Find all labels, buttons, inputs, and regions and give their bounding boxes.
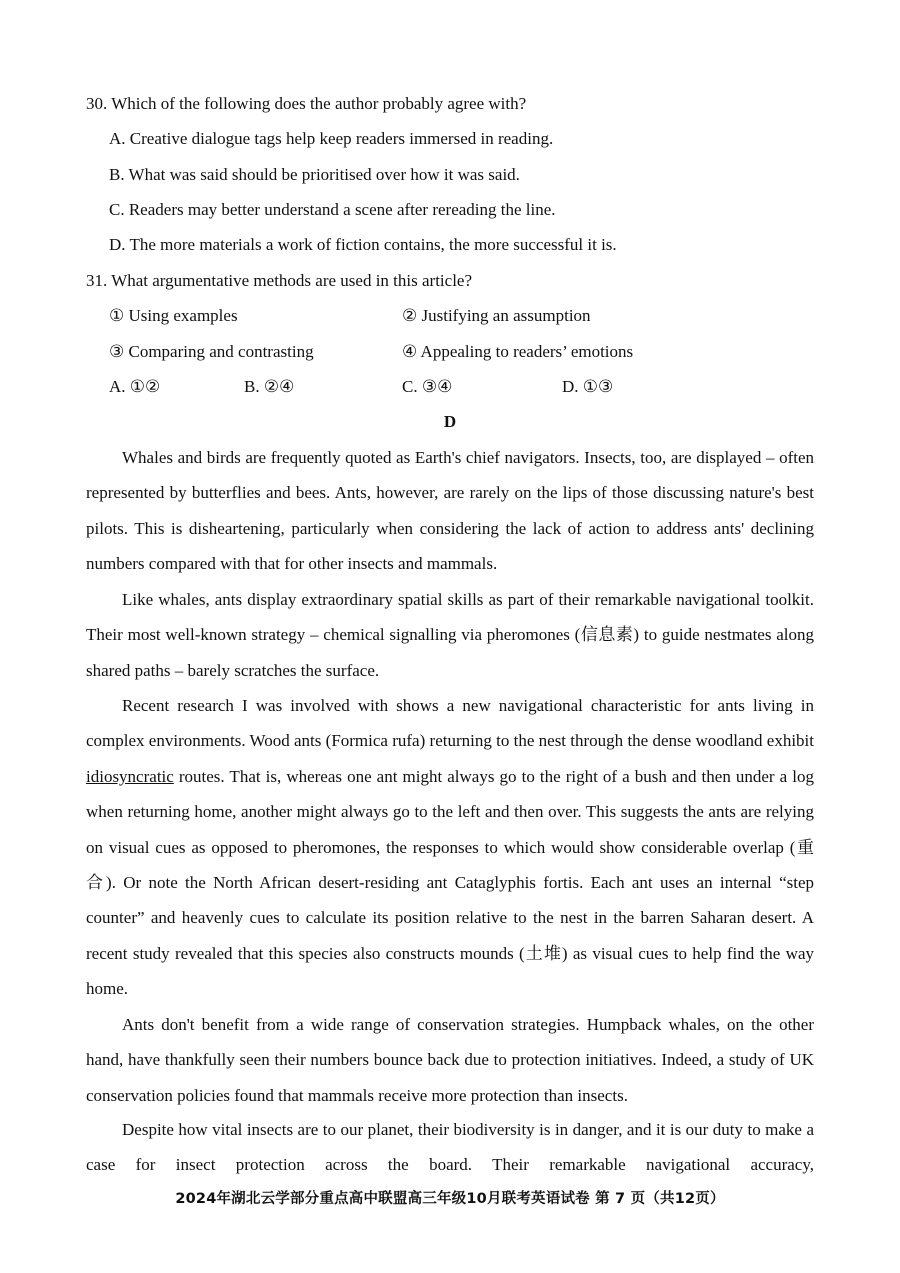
passage-paragraph-5: Despite how vital insects are to our planet, their biodiversity is in danger, and it is our duty to make a case for insect protection across the board. Their remarkable navigational accuracy, <box>86 1120 814 1175</box>
question-31-answer-a: A. ①② <box>109 377 161 396</box>
question-30-option-b: B. What was said should be prioritised over how it was said. <box>109 165 520 184</box>
passage-paragraph-2: Like whales, ants display extraordinary spatial skills as part of their remarkable navigational toolkit. Their most well-known strategy – chemical signalling via pheromones (信息素) to guide nestmates along shared paths – barely scratches the surface. <box>86 590 814 680</box>
question-30-option-a: A. Creative dialogue tags help keep readers immersed in reading. <box>109 129 554 148</box>
question-31-method-3: ③ Comparing and contrasting <box>109 342 314 361</box>
passage-paragraph-3 <box>86 688 814 1007</box>
page-footer: 2024年湖北云学部分重点高中联盟高三年级10月联考英语试卷 第 7 页（共12页） <box>175 1191 725 1207</box>
question-30-option-d: D. The more materials a work of fiction contains, the more successful it is. <box>109 235 617 254</box>
question-31-answer-d: D. ①③ <box>562 377 614 396</box>
question-31-answer-b: B. ②④ <box>244 377 295 396</box>
underlined-word-idiosyncratic: idiosyncratic <box>86 766 174 786</box>
paragraph-3-text-after: routes. That is, whereas one ant might always go to the right of a bush and then under a log when returning home, another might always go to the left and then over. This suggests the ants are relying on visual cues as opposed to pheromones, the responses to which would show considerable overlap (重合). Or note the North African desert-residing ant Cataglyphis fortis. Each ant uses an internal “step counter” and heavenly cues to calculate its position relative to the nest in the barren Saharan desert. A recent study revealed that this species also constructs mounds (土堆) as visual cues to help find the way home. <box>86 766 814 999</box>
question-30-option-c: C. Readers may better understand a scene after rereading the line. <box>109 200 556 219</box>
question-31-answer-c: C. ③④ <box>402 377 453 396</box>
question-31-method-1: ① Using examples <box>109 306 238 325</box>
paragraph-3-text-before: Recent research I was involved with shows a new navigational characteristic for ants living in complex environments. Wood ants (Formica rufa) returning to the nest through the dense woodland exhibit <box>86 696 814 751</box>
passage-paragraph-1: Whales and birds are frequently quoted as Earth's chief navigators. Insects, too, are displayed – often represented by butterflies and bees. Ants, however, are rarely on the lips of those discussing nature's best pilots. This is disheartening, particularly when considering the lack of action to address ants' declining numbers compared with that for other insects and mammals. <box>86 448 814 574</box>
question-31-method-2: ② Justifying an assumption <box>402 306 591 325</box>
section-d-heading: D <box>443 412 457 431</box>
question-31-method-4: ④ Appealing to readers’ emotions <box>402 342 634 361</box>
passage-paragraph-4: Ants don't benefit from a wide range of conservation strategies. Humpback whales, on the other hand, have thankfully seen their numbers bounce back due to protection initiatives. Indeed, a study of UK conservation policies found that mammals receive more protection than insects. <box>86 1015 814 1105</box>
question-30-stem: 30. Which of the following does the author probably agree with? <box>86 94 527 113</box>
question-31-stem: 31. What argumentative methods are used in this article? <box>86 271 473 290</box>
